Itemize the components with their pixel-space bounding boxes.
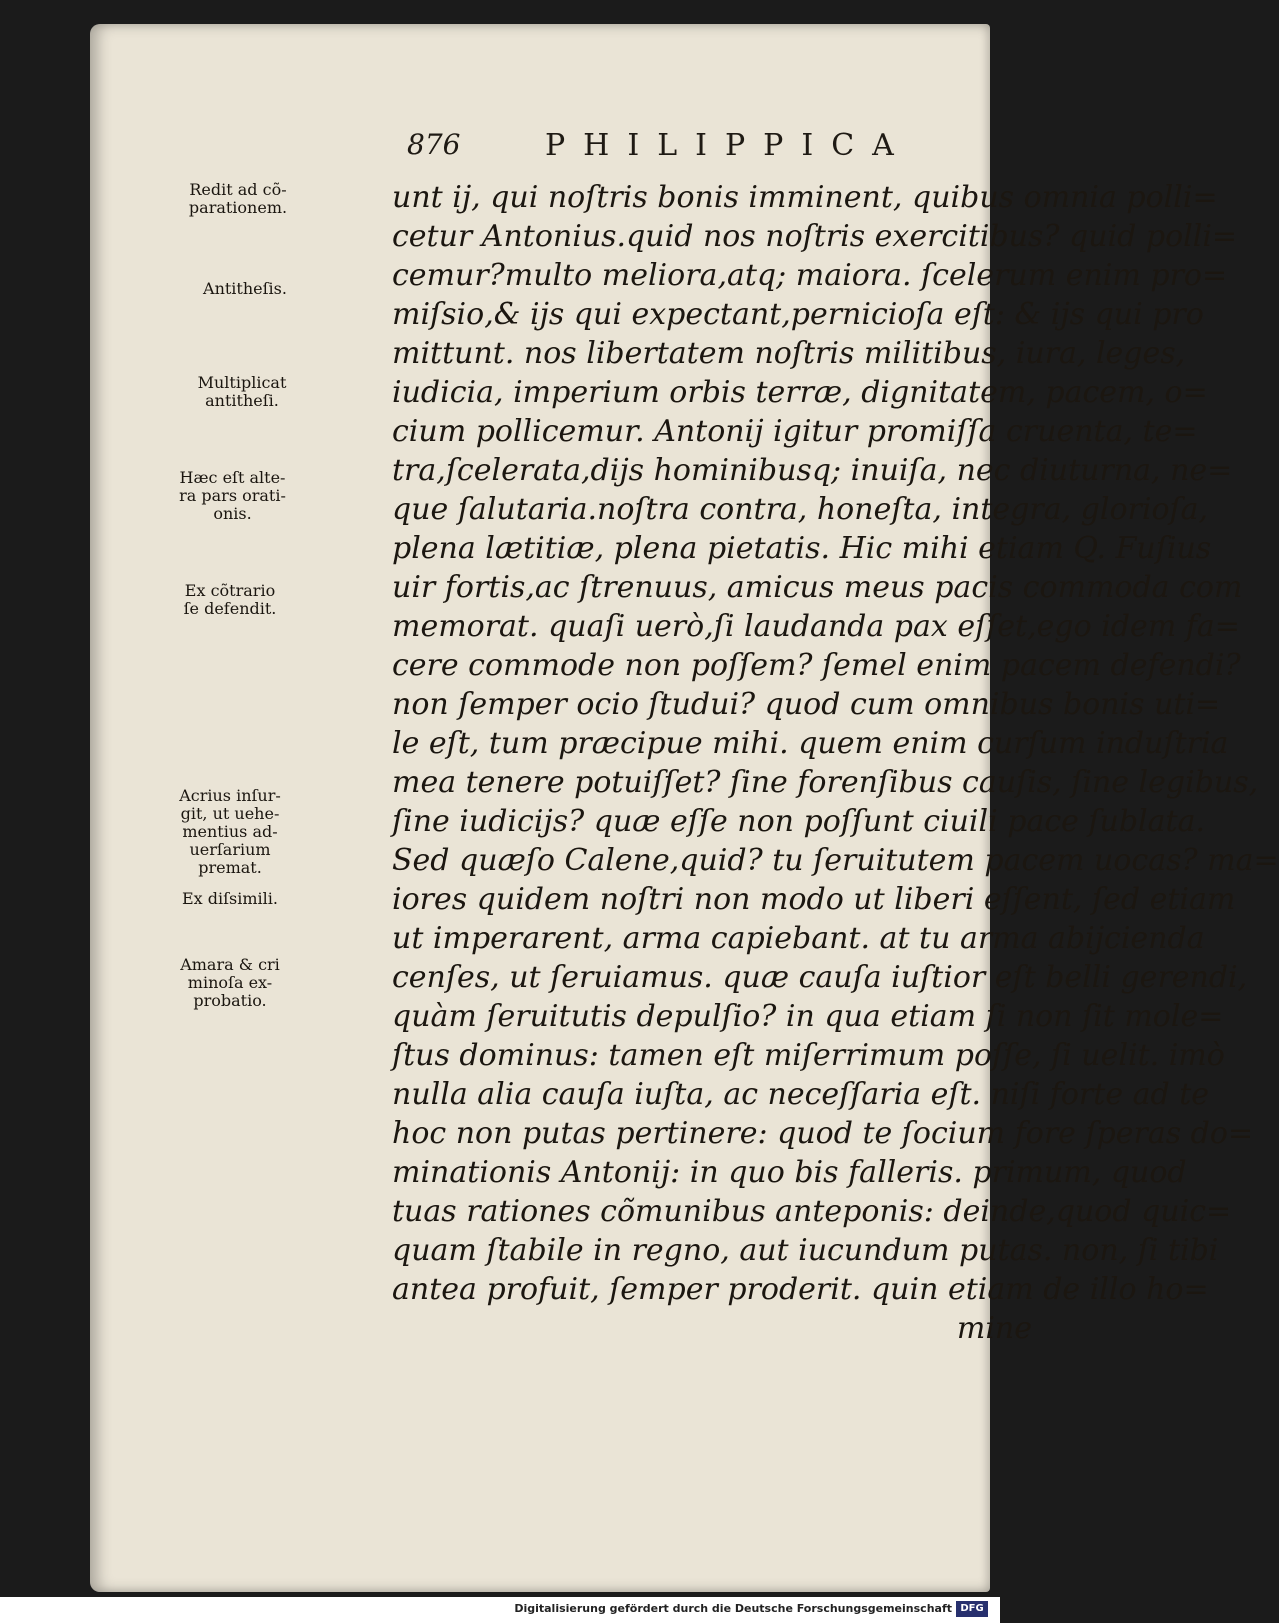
text-line: cere commode non poſſem? ſemel enim pacem defendi? [392,648,1241,683]
text-line: cemur?multo meliora,atq; maiora. ſcelerum enim pro= [392,258,1228,293]
text-line: miſsio,& ijs qui expectant,pernicioſa eſt: & ijs qui pro [392,297,1204,332]
text-line: ſtus dominus: tamen eſt miſerrimum poſſe, ſi uelit. imò [392,1038,1225,1073]
margin-note: Redit ad cõ- parationem. [188,180,288,217]
text-line: mittunt. nos libertatem noſtris militibus, iura, leges, [392,336,1186,371]
text-line: iores quidem noſtri non modo ut liberi eſſent, ſed etiam [392,882,1236,917]
text-line: minationis Antonij: in quo bis falleris. primum, quod [392,1155,1187,1190]
running-head: PHILIPPICA [545,128,912,163]
page-number: 876 [407,128,461,161]
footer-bar [0,1597,1000,1623]
text-line: Sed quæſo Calene,quid? tu ſeruitutem pacem uocas? ma= [392,843,1279,878]
text-line: quàm ſeruitutis depulſio? in qua etiam ſi non ſit mole= [392,999,1224,1034]
margin-note: Acrius inſur- git, ut uehe- mentius ad- uerſarium premat. [179,786,281,877]
text-line: le eſt, tum præcipue mihi. quem enim curſum induſtria [392,726,1229,761]
text-line: non ſemper ocio ſtudui? quod cum omnibus bonis uti= [392,687,1221,722]
margin-note: Antitheſis. [203,279,287,298]
dfg-logo: DFG [956,1601,988,1617]
text-line: que ſalutaria.noſtra contra, honeſta, integra, glorioſa, [392,492,1209,527]
margin-note: Multiplicat antitheſi. [197,373,287,410]
text-line: nulla alia cauſa iuſta, ac neceſſaria eſt. niſi forte ad te [392,1077,1210,1112]
text-line: iudicia, imperium orbis terræ, dignitatem, pacem, o= [392,375,1208,410]
funding-credit: Digitalisierung gefördert durch die Deutsche Forschungsgemeinschaft [514,1602,952,1615]
text-line: cenſes, ut ſeruiamus. quæ cauſa iuſtior eſt belli gerendi, [392,960,1248,995]
text-line: tuas rationes cõmunibus anteponis: deinde,quod quic= [392,1194,1232,1229]
text-line: hoc non putas pertinere: quod te ſocium fore ſperas do= [392,1116,1254,1151]
text-line: plena lætitiæ, plena pietatis. Hic mihi etiam Q. Fuſius [392,531,1212,566]
margin-note: Ex diſsimili. [181,889,278,908]
text-line: unt ij, qui noſtris bonis imminent, quibus omnia polli= [392,180,1218,215]
text-line: mea tenere potuiſſet? ſine forenſibus cauſis, ſine legibus, [392,765,1259,800]
margin-note: Ex cõtrario ſe defendit. [183,581,277,618]
margin-note: Hæc eſt alte- ra pars orati- onis. [179,468,286,523]
text-line: ut imperarent, arma capiebant. at tu arma abijcienda [392,921,1205,956]
text-line: tra,ſcelerata,dijs hominibusq; inuiſa, nec diuturna, ne= [392,453,1233,488]
book-page [90,24,1279,1592]
text-line: ſine iudicijs? quæ eſſe non poſſunt ciuili pace ſublata. [392,804,1206,839]
catchword: mine [956,1311,1032,1346]
text-line: cium pollicemur. Antonij igitur promiſſa cruenta, te= [392,414,1198,449]
text-line: memorat. quaſi uerò,ſi laudanda pax eſſet,ego idem fa= [392,609,1240,644]
text-line: uir fortis,ac ſtrenuus, amicus meus pacis commoda com [392,570,1243,605]
body-text [392,178,1279,1348]
text-line: antea profuit, ſemper proderit. quin etiam de illo ho= [392,1272,1209,1307]
text-line: cetur Antonius.quid nos noſtris exercitibus? quid polli= [392,219,1238,254]
margin-note: Amara & cri minoſa ex- probatio. [180,955,280,1010]
text-line: quam ſtabile in regno, aut iucundum putas. non, ſi tibi [392,1233,1219,1268]
